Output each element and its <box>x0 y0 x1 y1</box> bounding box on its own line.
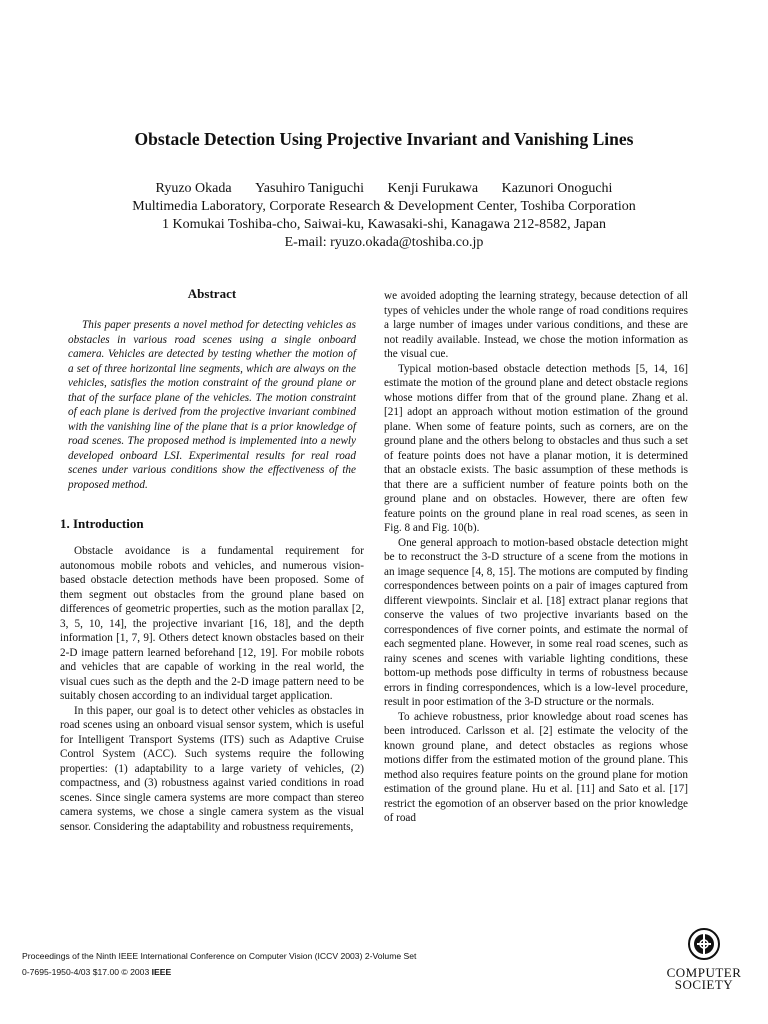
body-paragraph: Obstacle avoidance is a fundamental requirement for autonomous mobile robots and vehicles, and numerous vision-based obstacle detection methods have been proposed. Some of them segment out obstacles from the ground plane based on differences of geometric properties, such as the motion parallax [2, 3, 5, 10, 14], the projective invariant [16, 18], and the depth information [1, 7, 9]. Others detect known obstacles based on their 2-D image pattern learned beforehand [12, 19]. For mobile robots and vehicles that are capable of working in the real world, the visual cues such as the depth and the 2-D image pattern need to be suitably chosen according to an individual target application. <box>60 545 364 702</box>
author-name: Yasuhiro Taniguchi <box>255 181 365 196</box>
right-column <box>384 289 688 826</box>
body-paragraph: we avoided adopting the learning strategy, because detection of all types of vehicles under the whole range of road conditions requires a large number of images under various conditions, and these are not readily available. Instead, we chose the motion information as the visual cue. <box>384 290 688 360</box>
abstract-text: This paper presents a novel method for detecting vehicles as obstacles in various road scenes using a single onboard camera. Vehicles are detected by testing whether the motion of a set of three horizontal line segments, which are always on the vehicles, satisfies the motion constraint of the ground plane or that of the surface plane of the vehicles. The motion constraint of each plane is derived from the projective invariant combined with the vanishing line of the plane that is a prior knowledge of road scenes. The proposed method is implemented into a newly developed onboard LSI. Experimental results for real road scenes under various conditions show the effectiveness of the proposed method. <box>68 319 356 491</box>
logo-line-1: COMPUTER <box>666 965 742 980</box>
left-column <box>60 286 364 834</box>
author-name: Ryuzo Okada <box>155 181 232 196</box>
computer-society-logo <box>660 926 748 1006</box>
body-paragraph: To achieve robustness, prior knowledge about road scenes has been introduced. Carlsson et al. [2] estimate the velocity of the known ground plane, and detect obstacles as regions whose motions differ from the estimated motion of the ground plane. This method also requires feature points on the ground plane for motion estimation of the ground plane. Hu et al. [11] and Sato et al. [17] restrict the egomotion of an observer based on the prior knowledge of road <box>384 710 688 824</box>
proceedings-footer <box>22 948 416 980</box>
author-list <box>0 180 768 198</box>
abstract-heading: Abstract <box>187 286 237 301</box>
affiliation: Multimedia Laboratory, Corporate Research & Development Center, Toshiba Corporation <box>132 199 636 214</box>
address: 1 Komukai Toshiba-cho, Saiwai-ku, Kawasaki-shi, Kanagawa 212-8582, Japan <box>162 217 606 232</box>
author-name: Kenji Furukawa <box>387 181 479 196</box>
body-paragraph: Typical motion-based obstacle detection methods [5, 14, 16] estimate the motion of the ground plane and detect obstacle regions whose motions differ from that of the ground plane. Zhang et al. [21] adopt an approach without motion estimation of the ground plane. When some of feature points, such as corners, are on the ground plane and the others belong to obstacles and thus such a set of feature points does not have a planar motion, it is determined that an obstacle exists. The basic assumption of these methods is that there are a sufficient number of feature points both on the ground plane and on obstacles. However, there are often few feature points on the ground plane in real road scenes, as seen in Fig. 8 and Fig. 10(b). <box>384 362 688 534</box>
logo-line-2: SOCIETY <box>674 977 734 992</box>
email: E-mail: ryuzo.okada@toshiba.co.jp <box>284 235 484 250</box>
paper-title: Obstacle Detection Using Projective Invariant and Vanishing Lines <box>134 129 634 149</box>
author-block <box>0 180 768 252</box>
section-heading-introduction: 1. Introduction <box>60 516 144 531</box>
footer-copyright-line: 0-7695-1950-4/03 $17.00 © 2003 IEEE <box>22 967 172 977</box>
body-paragraph: One general approach to motion-based obstacle detection might be to reconstruct the 3-D structure of a scene from the motions in an image sequence [4, 8, 15]. The motions are computed by finding correspondences between points on a pair of images captured from different viewpoints. Sinclair et al. [18] extract planar regions that conserve the values of two projective invariants based on the correspondences of five corner points, and estimate the normal of each segmented plane. However, in some real road scenes, such as rainy scenes and scenes with variable lighting conditions, these bottom-up methods pose difficulty in terms of robustness because errors in finding correspondences, which is a low-level procedure, result in poor estimation of the 3-D structure or the normals. <box>384 536 688 708</box>
author-name: Kazunori Onoguchi <box>501 181 613 196</box>
footer-proceedings-line: Proceedings of the Ninth IEEE International Conference on Computer Vision (ICCV 2003) 2-Volume Set <box>22 951 417 961</box>
body-paragraph: In this paper, our goal is to detect other vehicles as obstacles in road scenes using an onboard visual sensor system, which is useful for Intelligent Transport Systems (ITS) such as Adaptive Cruise Control System (ACC). Such systems require the following properties: (1) adaptability to a large variety of vehicles, (2) compactness, and (3) robustness against varied conditions in road scenes. Since single camera systems are more compact than stereo camera systems, we chose a single camera system as the visual sensor. Considering the adaptability and robustness requirements, <box>60 704 364 833</box>
ieee-emblem-icon <box>686 926 722 962</box>
